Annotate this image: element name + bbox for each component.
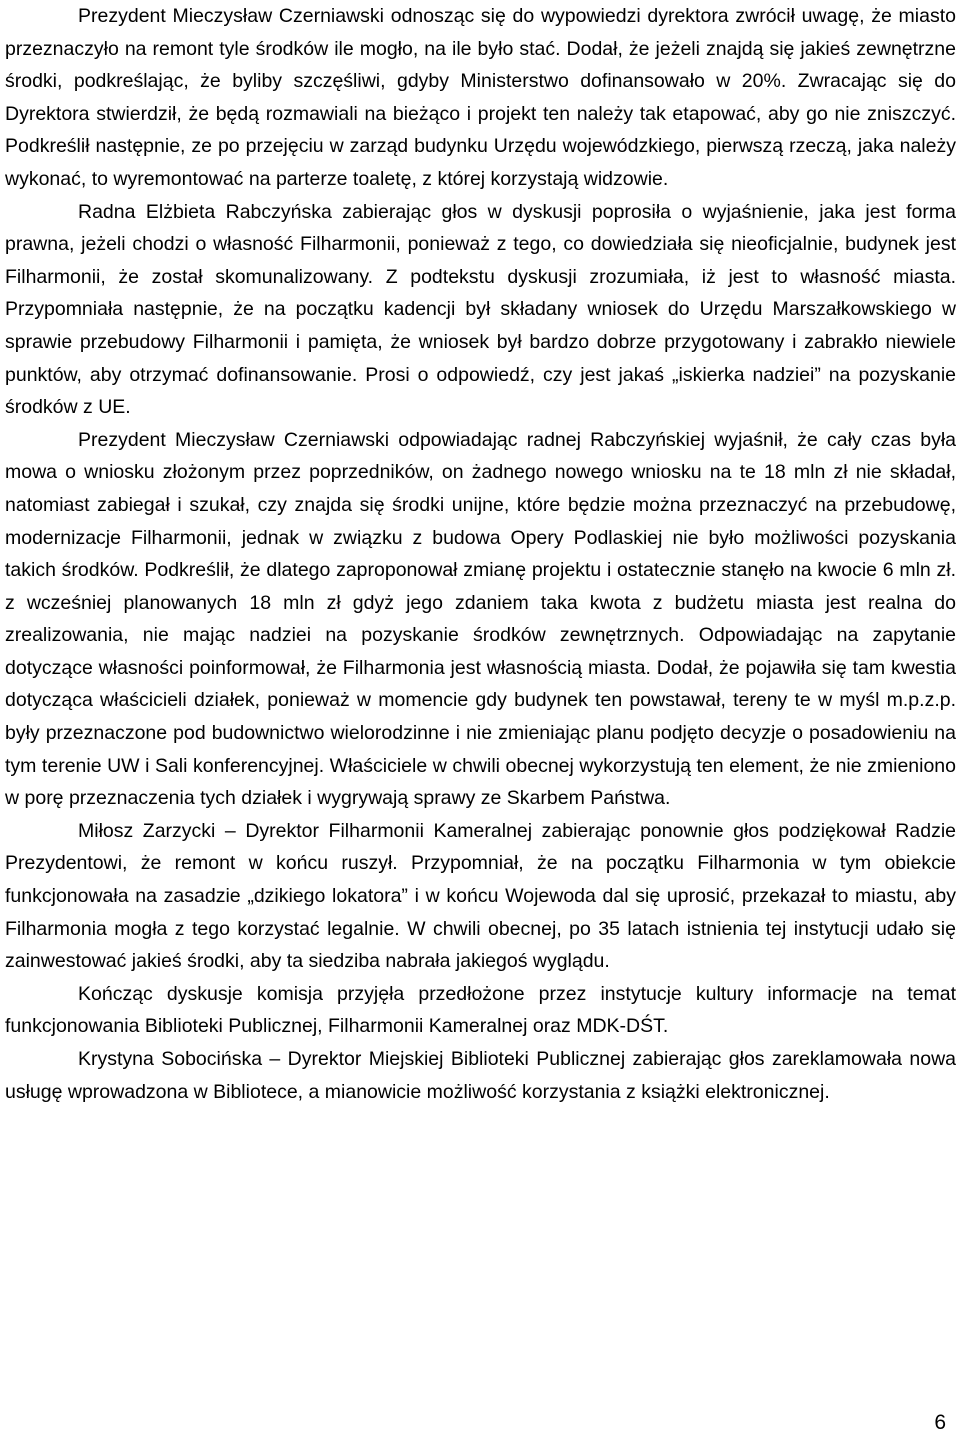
paragraph-library-director: Krystyna Sobocińska – Dyrektor Miejskiej Biblioteki Publicznej zabierając głos zareklamowała nowa usługę wprowadzona w Bibliotece, a mianowicie możliwość korzystania z książki elektronicznej. [5, 1048, 956, 1103]
paragraph-councillor-question: Radna Elżbieta Rabczyńska zabierając głos w dyskusji poprosiła o wyjaśnienie, jaka jest forma prawna, jeżeli chodzi o własność Filharmonii, ponieważ z tego, co dowiedziała się nieoficjalnie, budynek jest Filharmonii, że został skomunalizowany. Z podtekstu dyskusji zrozumiała, iż jest to własność miasta. Przypomniała następnie, że na początku kadencji był składany wniosek do Urzędu Marszałkowskiego w sprawie przebudowy Filharmonii i pamięta, że wniosek był bardzo dobrze przygotowany i zabrakło niewiele punktów, aby otrzymać dofinansowanie. Prosi o odpowiedź, czy jest jakaś „iskierka nadziei” na pozyskanie środków z UE. [5, 200, 956, 419]
page-number: 6 [934, 1411, 946, 1434]
document-body [5, 0, 956, 1108]
paragraph-president-answer: Prezydent Mieczysław Czerniawski odpowiadając radnej Rabczyńskiej wyjaśnił, że cały czas była mowa o wniosku złożonym przez poprzedników, on żadnego nowego wniosku na te 18 mln zł nie składał, natomiast zabiegał i szukał, czy znajda się środki unijne, które będzie można przeznaczyć na przebudowę, modernizacje Filharmonii, jednak w związku z budowa Opery Podlaskiej nie było możliwości pozyskania takich środków. Podkreślił, że dlatego zaproponował zmianę projektu i ostatecznie stanęło na kwocie 6 mln zł. z wcześniej planowanych 18 mln zł gdyż jego zdaniem taka kwota z budżetu miasta jest realna do zrealizowania, nie mając nadziei na pozyskanie środków zewnętrznych. Odpowiadając na zapytanie dotyczące własności poinformował, że Filharmonia jest własnością miasta. Dodał, że pojawiła się tam kwestia dotycząca właścicieli działek, ponieważ w momencie gdy budynek ten powstawał, tereny te w myśl m.p.z.p. były przeznaczone pod budownictwo wielorodzinne i nie zmieniając planu podjęto decyzje o posadowieniu na tym terenie UW i Sali konferencyjnej. Właściciele w chwili obecnej wykorzystują ten element, że nie zmieniono w porę przeznaczenia tych działek i wygrywają sprawy ze Skarbem Państwa. [5, 428, 956, 810]
paragraph-committee-conclusion: Kończąc dyskusje komisja przyjęła przedłożone przez instytucje kultury informacje na temat funkcjonowania Biblioteki Publicznej, Filharmonii Kameralnej oraz MDK-DŚT. [5, 982, 956, 1038]
paragraph-director-philharmonic: Miłosz Zarzycki – Dyrektor Filharmonii Kameralnej zabierając ponownie głos podziękował Radzie Prezydentowi, że remont w końcu ruszył. Przypomniał, że na początku Filharmonia w tym obiekcie funkcjonowała na zasadzie „dzikiego lokatora” i w końcu Wojewoda dal się uprosić, przekazał to miastu, aby Filharmonia mogła z tego korzystać legalnie. W chwili obecnej, po 35 latach istnienia tej instytucji udało się zainwestować jakieś środki, aby ta siedziba nabrała jakiegoś wyglądu. [5, 819, 956, 973]
paragraph-president-reply: Prezydent Mieczysław Czerniawski odnosząc się do wypowiedzi dyrektora zwrócił uwagę, że miasto przeznaczyło na remont tyle środków ile mogło, na ile było stać. Dodał, że jeżeli znajdą się jakieś zewnętrzne środki, podkreślając, że byliby szczęśliwi, gdyby Ministerstwo dofinansowało w 20%. Zwracając się do Dyrektora stwierdził, że będą rozmawiali na bieżąco i projekt ten należy tak etapować, aby go nie zniszczyć. Podkreślił następnie, ze po przejęciu w zarząd budynku Urzędu wojewódzkiego, pierwszą rzeczą, jaka należy wykonać, to wyremontować na parterze toaletę, z której korzystają widzowie. [5, 5, 956, 190]
